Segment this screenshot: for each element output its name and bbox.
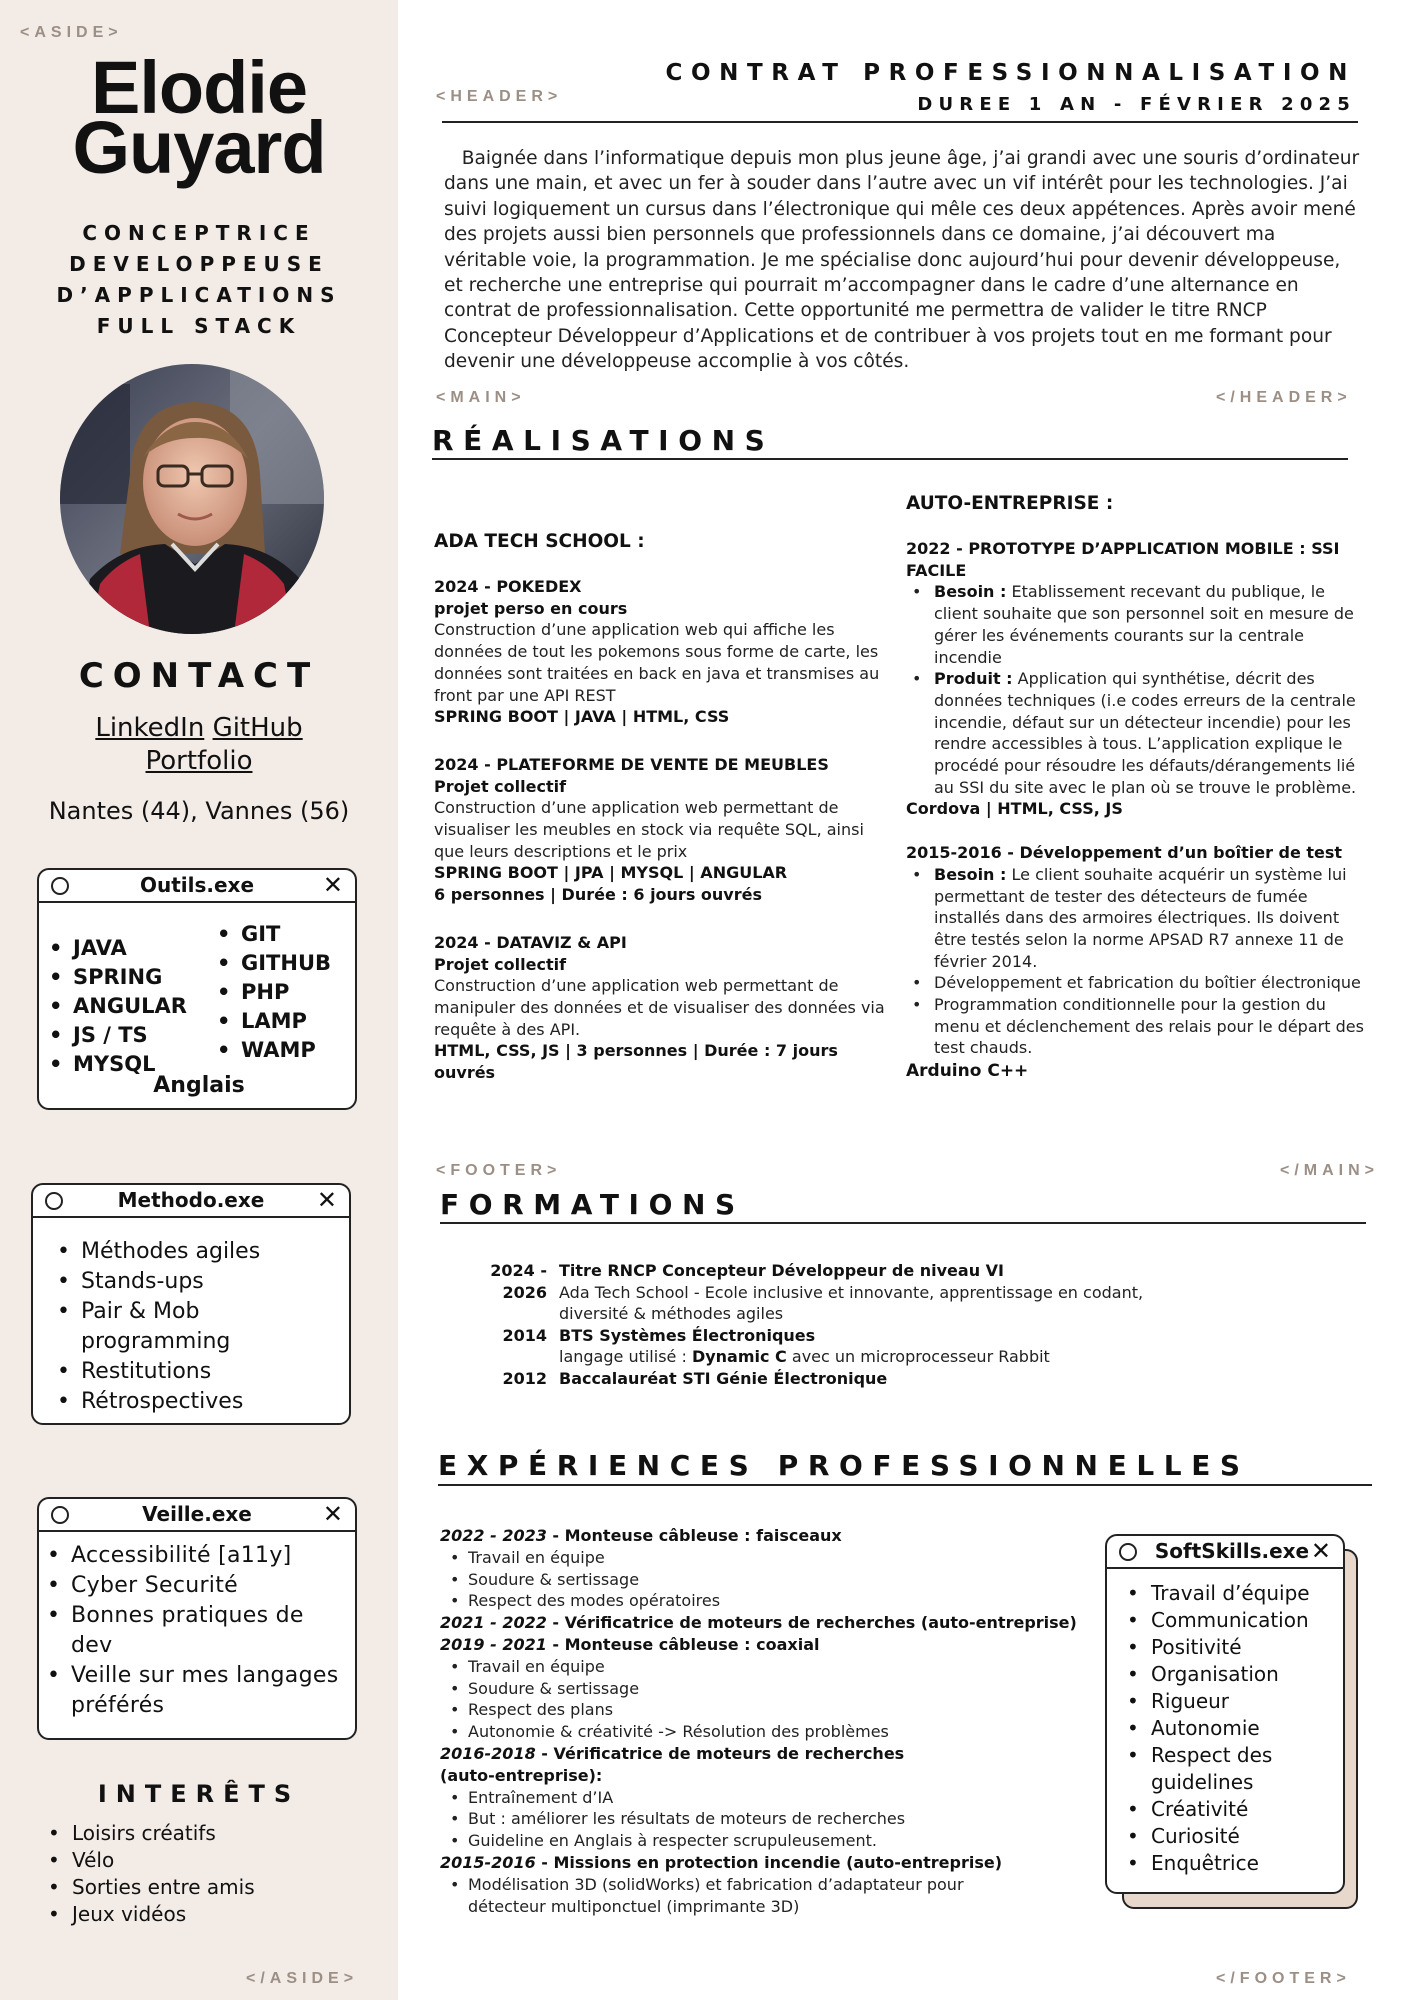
list-item: • ANGULAR [47, 992, 187, 1021]
list-item [906, 668, 1372, 798]
formation-desc-bold: Dynamic C [691, 1347, 787, 1367]
role-line: DEVELOPPEUSE [69, 252, 329, 276]
experience-tasks [440, 1656, 1080, 1743]
list-item: • Pair & Mob programming [55, 1297, 345, 1357]
list-item: • Bonnes pratiques de dev [45, 1601, 351, 1661]
project-stack: Arduino C++ [906, 1061, 1029, 1082]
list-item: • LAMP [215, 1007, 331, 1036]
list-item: • Restitutions [55, 1357, 345, 1387]
formation-title: BTS Systèmes Électroniques [559, 1325, 816, 1345]
job-title [0, 218, 398, 342]
project-details [906, 864, 1372, 1059]
intro-paragraph [444, 146, 1360, 375]
list-item: • Stands-ups [55, 1267, 345, 1297]
role-line: D’APPLICATIONS [56, 283, 342, 307]
formation-desc-prefix: langage utilisé : [559, 1347, 692, 1367]
contract-title: CONTRAT PROFESSIONNALISATION [665, 60, 1356, 86]
list-item: • Positivité [1125, 1634, 1335, 1661]
github-link[interactable]: GitHub [212, 713, 303, 743]
formation-item [444, 1368, 1199, 1390]
project-meta: 6 personnes | Durée : 6 jours ouvrés [434, 885, 762, 905]
list-item: • Travail en équipe [440, 1656, 1080, 1678]
list-item: • Créativité [1125, 1796, 1335, 1823]
header-close-tag: </HEADER> [1216, 389, 1352, 406]
list-item: • GIT [215, 920, 331, 949]
besoin-label: Besoin : [934, 582, 1007, 602]
project-boitier-test [906, 842, 1372, 1083]
section-divider [440, 1222, 1366, 1224]
experience-heading [440, 1634, 1080, 1656]
veille-list [45, 1541, 351, 1721]
list-item: • Modélisation 3D (solidWorks) et fabrication d’adaptateur pour détecteur multiponctuel (imprimante 3D) [440, 1874, 1010, 1918]
experience-period: 2022 - 2023 [440, 1526, 547, 1545]
list-item: • JS / TS [47, 1021, 187, 1050]
experience-role: - Monteuse câbleuse : faisceaux [546, 1526, 842, 1545]
project-type: Projet collectif [434, 776, 567, 796]
main-open-tag: <MAIN> [436, 389, 526, 406]
experience-period: 2021 - 2022 [440, 1613, 547, 1633]
project-title: 2024 - PLATEFORME DE VENTE DE MEUBLES [434, 754, 829, 774]
intro-text: Baignée dans l’informatique depuis mon plus jeune âge, j’ai grandi avec une souris d’ordinateur dans une main, et avec un fer à souder dans l’autre avec un vif intérêt pour les technologies. J’ai suivi logiquement un cursus dans l’électronique qui mêle ces deux appétences. Après avoir mené des projets aussi bien personnels que professionnels dans ce domaine, j’ai découvert ma véritable voie, la programmation. Je me spécialise donc aujourd’hui pour devenir développeuse, et recherche une entreprise qui pourrait m’accompagner dans le cadre d’une alternance en contrat de professionnalisation. Cette opportunité me permettra de valider le titre RNCP Concepteur Développeur d’Applications et de contribuer à vos projets tout en me formant pour devenir une développeuse accomplie à vos côtés. [444, 148, 1360, 373]
list-item: • Vélo [46, 1847, 255, 1874]
experience-heading [440, 1612, 1080, 1634]
window-title: Veille.exe [142, 1502, 252, 1526]
list-item: • But : améliorer les résultats de moteurs de recherches [440, 1808, 1080, 1830]
list-item: • Méthodes agiles [55, 1237, 345, 1267]
list-item: • Travail en équipe [440, 1547, 1080, 1569]
window-title-bar [1107, 1536, 1343, 1569]
window-title: SoftSkills.exe [1154, 1539, 1310, 1563]
list-item: • Entraînement d’IA [440, 1787, 1080, 1809]
window-title-bar [39, 870, 355, 903]
linkedin-link[interactable]: LinkedIn [95, 713, 205, 743]
window-circle-icon [51, 1506, 69, 1524]
interests-list [46, 1820, 255, 1928]
ada-column [434, 530, 886, 1084]
list-item: • Sorties entre amis [46, 1874, 255, 1901]
window-circle-icon [51, 877, 69, 895]
produit-text: Application qui synthétise, décrit des données techniques (i.e codes erreurs de la centrale incendie, défaut sur un détecteur incendie) pour les rendre accessibles à tous. L’application explique le procédé pour résoudre les défauts/dérangements lié au SSI du site avec le plan où se trouve le problème. [934, 669, 1357, 797]
interests-heading: INTERÊTS [97, 1780, 301, 1808]
list-item: • Respect des guidelines [1125, 1742, 1335, 1796]
list-item: • WAMP [215, 1036, 331, 1065]
formations-heading: FORMATIONS [440, 1188, 745, 1221]
realisations-heading: RÉALISATIONS [432, 424, 775, 457]
formation-item [444, 1325, 1199, 1368]
main-close-tag: </MAIN> [1280, 1162, 1380, 1179]
list-item: • JAVA [47, 934, 187, 963]
list-item: • Travail d’équipe [1125, 1580, 1335, 1607]
formation-title: Titre RNCP Concepteur Développeur de niveau VI [559, 1261, 1004, 1280]
aside-close-tag: </ASIDE> [246, 1970, 359, 1987]
list-item: • Guideline en Anglais à respecter scrupuleusement. [440, 1830, 1080, 1852]
header-divider [442, 121, 1358, 123]
experience-role: - Monteuse câbleuse : coaxial [546, 1634, 820, 1654]
experience-period: 2019 - 2021 [440, 1634, 547, 1654]
project-title: 2015-2016 - Développement d’un boîtier de test [906, 843, 1343, 863]
project-dataviz [434, 932, 886, 1084]
window-title: Outils.exe [139, 873, 255, 897]
list-item: • Programmation conditionnelle pour la gestion du menu et déclenchement des relais pour le départ des test chauds. [906, 994, 1372, 1059]
project-desc: Construction d’une application web permettant de visualiser les meubles en stock via requête SQL, ainsi que leurs descriptions et le prix [434, 798, 864, 861]
formations-list [444, 1260, 1199, 1390]
experience-period: 2016-2018 [440, 1743, 536, 1763]
footer-close-tag: </FOOTER> [1216, 1970, 1351, 1987]
experiences-list [440, 1525, 1080, 1917]
contract-duration: DUREE 1 AN - FÉVRIER 2025 [917, 94, 1356, 115]
window-circle-icon [45, 1192, 63, 1210]
list-item: • Soudure & sertissage [440, 1569, 1080, 1591]
produit-label: Produit : [934, 669, 1013, 689]
close-icon: ✕ [316, 1186, 337, 1214]
project-desc: Construction d’une application web qui affiche les données de tout les pokemons sous forme de carte, les données sont traitées en back en java et transmises au front par une API REST [434, 620, 880, 705]
list-item: • Accessibilité [a11y] [45, 1541, 351, 1571]
window-title-bar [33, 1185, 349, 1218]
softskills-window [1105, 1534, 1345, 1894]
list-item: • MYSQL [47, 1050, 187, 1079]
list-item [906, 581, 1372, 668]
contact-links [0, 712, 398, 778]
language-skill: Anglais [153, 1073, 245, 1098]
project-type: projet perso en cours [434, 598, 628, 618]
close-icon: ✕ [322, 871, 343, 899]
experience-role: - Missions en protection incendie (auto-entreprise) [535, 1852, 1003, 1872]
tools-list [47, 934, 187, 1079]
experience-role: - Vérificatrice de moteurs de recherches (auto-entreprise): [440, 1743, 905, 1785]
experience-heading [440, 1852, 1080, 1874]
tools-list [215, 920, 331, 1065]
formation-item [444, 1260, 1199, 1325]
experiences-heading: EXPÉRIENCES PROFESSIONNELLES [438, 1449, 1250, 1482]
besoin-label: Besoin : [934, 864, 1007, 884]
section-divider [432, 458, 1348, 460]
experience-heading [440, 1525, 1080, 1547]
project-pokedex [434, 576, 886, 728]
list-item: • Loisirs créatifs [46, 1820, 255, 1847]
experience-tasks [440, 1547, 1080, 1612]
close-icon: ✕ [1310, 1537, 1331, 1565]
veille-window [37, 1497, 357, 1740]
list-item: • Autonomie [1125, 1715, 1335, 1742]
project-ssi-facile [906, 538, 1372, 820]
auto-entreprise-column [906, 492, 1372, 1083]
formation-title: Baccalauréat STI Génie Électronique [559, 1368, 888, 1388]
formation-year: 2024 - 2026 [490, 1261, 547, 1302]
list-item: • Rétrospectives [55, 1387, 345, 1417]
header-open-tag: <HEADER> [436, 88, 563, 105]
section-divider [438, 1484, 1372, 1486]
project-stack: SPRING BOOT | JPA | MYSQL | ANGULAR [434, 863, 788, 883]
list-item: • Curiosité [1125, 1823, 1335, 1850]
list-item [906, 864, 1372, 973]
softskills-list [1125, 1580, 1335, 1877]
role-line: CONCEPTRICE [82, 221, 316, 245]
experience-tasks [440, 1874, 1080, 1918]
location: Nantes (44), Vannes (56) [48, 797, 350, 825]
list-item: • Respect des modes opératoires [440, 1590, 1080, 1612]
window-title: Methodo.exe [117, 1188, 265, 1212]
list-item: • Respect des plans [440, 1699, 1080, 1721]
outils-window [37, 868, 357, 1110]
project-stack: Cordova | HTML, CSS, JS [906, 799, 1123, 819]
besoin-text: Etablissement recevant du publique, le client souhaite que son personnel soit en mesure de gérer les événements courants sur la centrale incendie [934, 582, 1354, 667]
list-item: • Cyber Securité [45, 1571, 351, 1601]
ada-heading: ADA TECH SCHOOL : [434, 531, 645, 552]
formation-year: 2014 [502, 1325, 547, 1345]
role-line: FULL STACK [96, 314, 302, 338]
project-type: Projet collectif [434, 954, 567, 974]
project-title: 2022 - PROTOTYPE D’APPLICATION MOBILE : SSI FACILE [906, 539, 1340, 580]
list-item: • PHP [215, 978, 331, 1007]
list-item: • Jeux vidéos [46, 1901, 255, 1928]
window-title-bar [39, 1499, 355, 1532]
besoin-text: Le client souhaite acquérir un système lui permettant de tester des détecteurs de fumée installés dans des armoires électriques. Ils doivent être testés selon la norme APSAD R7 annexe 11 de février 2014. [934, 864, 1347, 971]
project-title: 2024 - POKEDEX [434, 577, 582, 596]
formation-year: 2012 [502, 1368, 547, 1388]
project-title: 2024 - DATAVIZ & API [434, 932, 627, 952]
list-item: • Rigueur [1125, 1688, 1335, 1715]
experience-heading [440, 1743, 920, 1787]
list-item: • Autonomie & créativité -> Résolution des problèmes [440, 1721, 1080, 1743]
portfolio-link[interactable]: Portfolio [145, 746, 253, 776]
profile-photo [60, 364, 324, 634]
project-meubles [434, 754, 886, 906]
footer-open-tag: <FOOTER> [436, 1162, 562, 1179]
list-item: • Enquêtrice [1125, 1850, 1335, 1877]
methodo-window [31, 1183, 351, 1425]
auto-heading: AUTO-ENTREPRISE : [906, 493, 1114, 514]
methodo-list [55, 1237, 345, 1417]
experience-period: 2015-2016 [440, 1852, 536, 1872]
aside-sidebar [0, 0, 398, 2000]
first-name: Elodie [90, 46, 308, 129]
project-desc: Construction d’une application web permettant de manipuler des données et de visualiser des données via requête à des API. [434, 976, 885, 1039]
close-icon: ✕ [322, 1500, 343, 1528]
experience-tasks [440, 1787, 1080, 1852]
list-item: • Développement et fabrication du boîtier électronique [906, 972, 1372, 994]
project-stack: SPRING BOOT | JAVA | HTML, CSS [434, 707, 730, 727]
list-item: • Veille sur mes langages préférés [45, 1661, 351, 1721]
last-name: Guyard [72, 106, 326, 189]
list-item: • Communication [1125, 1607, 1335, 1634]
list-item: • Organisation [1125, 1661, 1335, 1688]
aside-open-tag: <ASIDE> [20, 24, 123, 41]
formation-desc: Ada Tech School - Ecole inclusive et innovante, apprentissage en codant, diversité & méthodes agiles [559, 1282, 1144, 1324]
project-stack: HTML, CSS, JS | 3 personnes | Durée : 7 jours ouvrés [434, 1041, 838, 1083]
formation-desc-suffix: avec un microprocesseur Rabbit [786, 1347, 1050, 1367]
list-item: • Soudure & sertissage [440, 1678, 1080, 1700]
experience-role: - Vérificatrice de moteurs de recherches (auto-entreprise) [546, 1613, 1077, 1633]
contact-heading: CONTACT [78, 656, 320, 696]
full-name [0, 46, 398, 189]
project-details [906, 581, 1372, 798]
list-item: • SPRING [47, 963, 187, 992]
list-item: • GITHUB [215, 949, 331, 978]
window-circle-icon [1119, 1543, 1137, 1561]
